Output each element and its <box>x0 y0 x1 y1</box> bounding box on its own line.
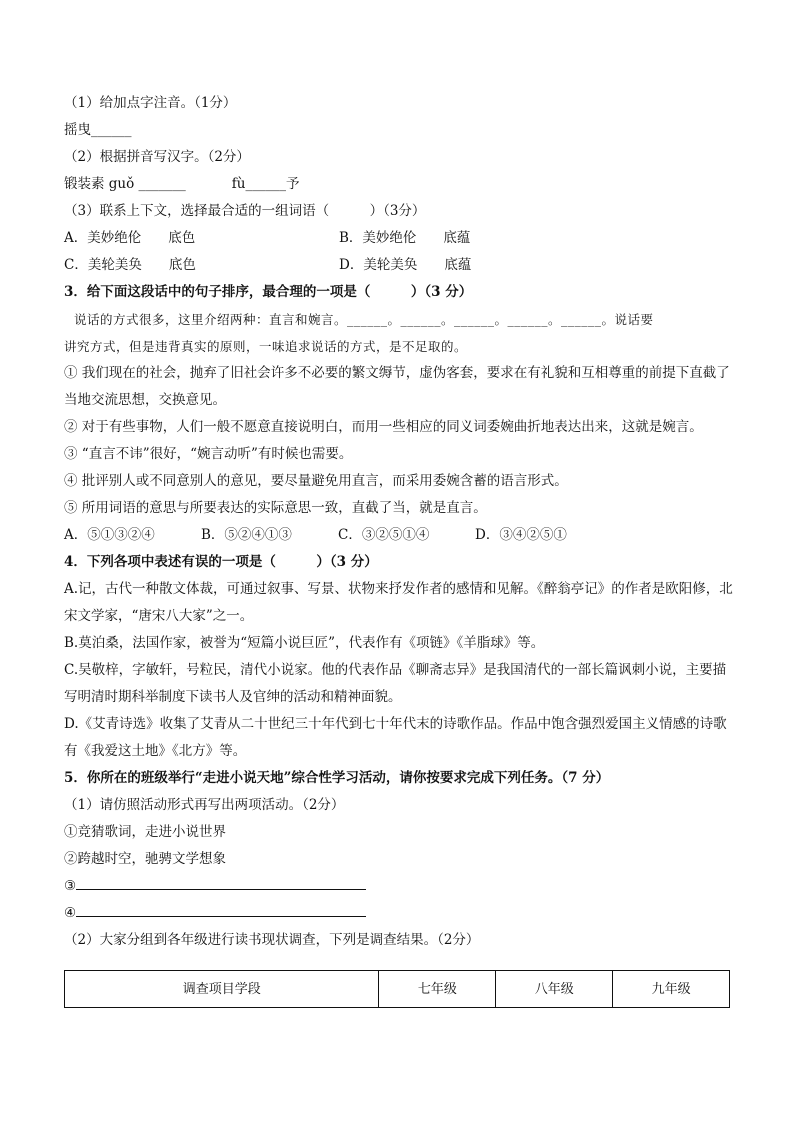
table-header-grade9: 九年级 <box>613 971 730 1008</box>
table-header-grade7: 七年级 <box>379 971 496 1008</box>
survey-table-wrap <box>64 970 730 1008</box>
q5-item-2: ②跨越时空，驰骋文学想象 <box>64 851 226 867</box>
q3-sentence-3: ③ “直言不讳”很好，“婉言动听”有时候也需要。 <box>64 446 353 462</box>
table-header-grade8: 八年级 <box>496 971 613 1008</box>
q5-item-1: ①竞猜歌词，走进小说世界 <box>64 824 226 840</box>
q2-sub3: （3）联系上下文，选择最合适的一组词语（ ）（3分） <box>64 203 426 219</box>
survey-table <box>64 970 730 1008</box>
q3-options <box>64 522 734 549</box>
q2-option-d: D．美轮美奂 底蕴 <box>339 257 472 273</box>
q2-options-row2 <box>64 252 734 279</box>
q3-title: 3．给下面这段话中的句子排序，最合理的一项是（ ）（3 分） <box>64 284 473 300</box>
q4-option-b: B.莫泊桑，法国作家，被誉为“短篇小说巨匠”，代表作有《项链》《羊脂球》等。 <box>64 635 545 651</box>
q2-option-c: C．美轮美奂 底色 <box>64 257 196 273</box>
table-header-row <box>65 971 730 1008</box>
table-header-item: 调查项目学段 <box>65 971 379 1008</box>
exam-content <box>64 90 734 954</box>
q4-option-a: A.记，古代一种散文体裁，可通过叙事、写景、状物来抒发作者的感情和见解。《醉翁亭记》的作者是欧阳修，北宋文学家，“唐宋八大家”之一。 <box>64 581 733 624</box>
q2-option-a: A．美妙绝伦 底色 <box>64 230 196 246</box>
q3-sentence-1: ① 我们现在的社会，抛弃了旧社会许多不必要的繁文缛节，虚伪客套，要求在有礼貌和互相尊重的前提下直截了当地交流思想，交换意见。 <box>64 365 730 408</box>
q2-sub1-blank: 摇曳______ <box>64 122 132 138</box>
q2-sub2-blanks <box>64 171 734 198</box>
q4-option-c: C.吴敬梓，字敏轩，号粒民，清代小说家。他的代表作品《聊斋志异》是我国清代的一部长篇讽刺小说，主要描写明清时期科举制度下读书人及官绅的活动和精神面貌。 <box>64 662 727 705</box>
q3-passage-line2: 讲究方式，但是违背真实的原则，一味追求说话的方式，是不足取的。 <box>64 339 468 354</box>
q5-item-3-number: ③ <box>64 878 77 894</box>
q3-option-d: D．③④②⑤① <box>475 527 567 543</box>
q3-option-a: A．⑤①③②④ <box>64 527 155 543</box>
q5-item-4-number: ④ <box>64 905 77 921</box>
q2-blank-fu: fù______予 <box>231 176 300 192</box>
q4-option-d: D.《艾青诗选》收集了艾青从二十世纪三十年代到七十年代末的诗歌作品。作品中饱含强烈爱国主义情感的诗歌有《我爱这土地》《北方》等。 <box>64 716 727 759</box>
q3-sentence-2: ② 对于有些事物，人们一般不愿意直接说明白，而用一些相应的同义词委婉曲折地表达出来，这就是婉言。 <box>64 419 703 435</box>
q5-answer-line-3[interactable] <box>76 875 366 890</box>
q2-sub1: （1）给加点字注音。（1分） <box>64 95 237 111</box>
q2-options-row1 <box>64 225 734 252</box>
q5-title: 5．你所在的班级举行“走进小说天地”综合性学习活动，请你按要求完成下列任务。（7 分） <box>64 770 610 786</box>
q3-passage-line1: 说话的方式很多，这里介绍两种：直言和婉言。______。______。______。______。______。说话要 <box>74 312 654 327</box>
q3-option-c: C．③②⑤①④ <box>338 527 430 543</box>
q3-sentence-5: ⑤ 所用词语的意思与所要表达的实际意思一致，直截了当，就是直言。 <box>64 500 487 516</box>
q2-sub2: （2）根据拼音写汉字。（2分） <box>64 149 250 165</box>
q5-item-3 <box>64 873 734 900</box>
q2-blank-guo: 锻装素 guǒ _______ <box>64 176 186 192</box>
q5-sub1: （1）请仿照活动形式再写出两项活动。（2分） <box>64 797 345 813</box>
q2-option-b: B．美妙绝伦 底蕴 <box>339 230 471 246</box>
q5-sub2: （2）大家分组到各年级进行读书现状调查，下列是调查结果。（2分） <box>64 932 480 948</box>
q3-option-b: B．⑤②④①③ <box>201 527 292 543</box>
q5-item-4 <box>64 900 734 927</box>
q4-title: 4．下列各项中表述有误的一项是（ ）（3 分） <box>64 554 378 570</box>
q5-answer-line-4[interactable] <box>76 902 366 917</box>
q3-sentence-4: ④ 批评别人或不同意别人的意见，要尽量避免用直言，而采用委婉含蓄的语言形式。 <box>64 473 568 489</box>
